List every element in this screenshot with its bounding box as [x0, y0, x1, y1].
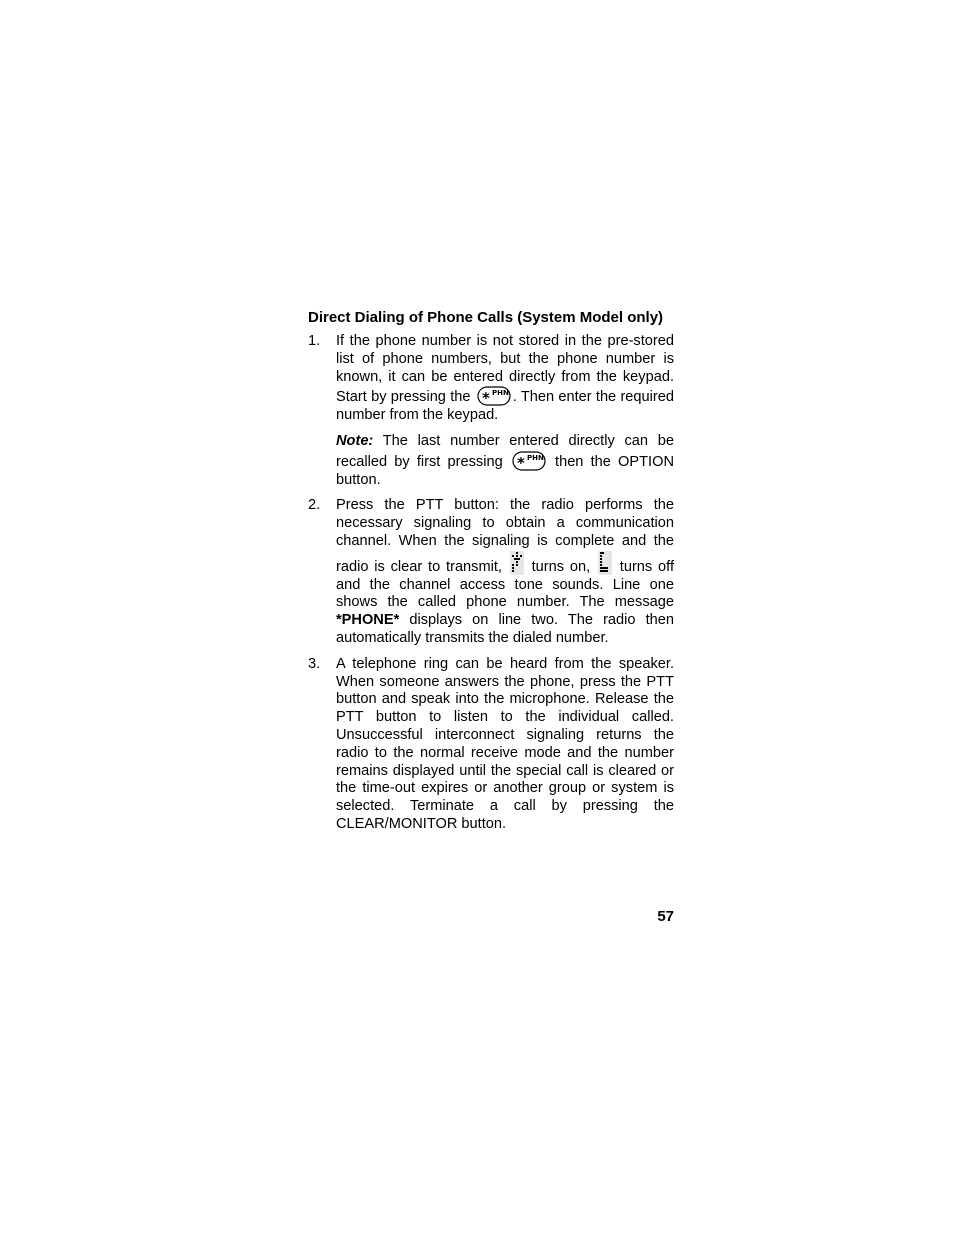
- keycap-star: *: [481, 389, 490, 407]
- item-text: Press the PTT button: the radio performs the necessary signaling to obtain a communication channel. When the signaling is complete and the radio is clear to transmit,: [336, 497, 674, 575]
- page-number: 57: [657, 908, 674, 925]
- star-phn-key-icon: [512, 451, 546, 471]
- section-heading: Direct Dialing of Phone Calls (System Model only): [308, 309, 664, 326]
- item-text: A telephone ring can be heard from the speaker. When someone answers the phone, press the PTT button and speak into the microphone. Release the PTT button to listen to the individual called. Unsuccessful interconnect signaling returns the radio to the normal receive mode and the number remains displayed until the special call is cleared or the time-out expires or another group or system is selected. Terminate a call by pressing the CLEAR/MONITOR button.: [336, 655, 674, 832]
- item-number: 2.: [308, 497, 321, 514]
- item-number: 1.: [308, 333, 321, 349]
- note-text-cont: then the OPTION button.: [336, 453, 674, 488]
- keycap-label: PHN: [526, 453, 544, 462]
- note-text: The last number entered directly can be recalled by first pressing: [336, 432, 674, 470]
- keycap-star: *: [516, 453, 525, 471]
- list-item-3: [308, 656, 674, 834]
- item-text-cont: turns on,: [525, 558, 591, 575]
- busy-indicator-icon: [598, 551, 612, 575]
- item-text: If the phone number is not stored in the pre-stored list of phone numbers, but the phone number is known, it can be entered directly from the keypad. Start by pressing the: [336, 333, 674, 406]
- keycap-label: PHN: [491, 389, 509, 398]
- display-message: *PHONE*: [336, 612, 400, 629]
- note: [336, 433, 674, 489]
- item-text-end: displays on line two. The radio then automatically transmits the dialed number.: [336, 612, 674, 646]
- transmit-indicator-icon: [510, 551, 524, 575]
- item-number: 3.: [308, 655, 321, 672]
- star-phn-key-icon: [477, 386, 511, 406]
- note-label: Note:: [336, 432, 374, 449]
- list-item-2: [308, 497, 674, 647]
- document-body: [308, 308, 674, 842]
- item-text-cont: turns off and the channel access tone sounds. Line one shows the called phone number. The message: [336, 558, 674, 611]
- item-text-cont: . Then enter the required number from the keypad.: [336, 389, 674, 424]
- list-item-1: [308, 333, 674, 489]
